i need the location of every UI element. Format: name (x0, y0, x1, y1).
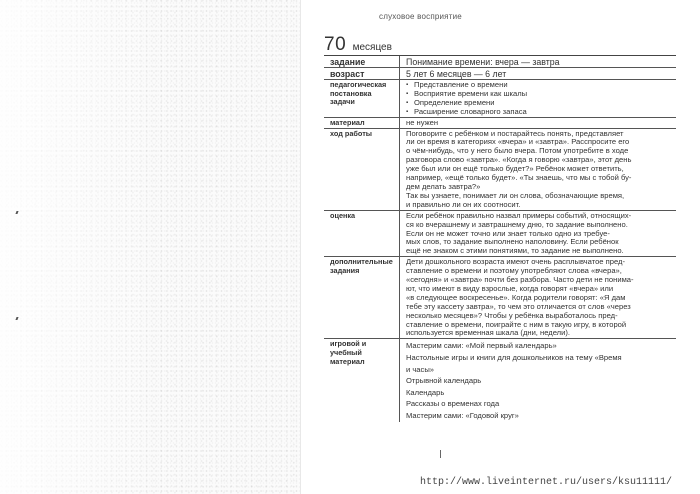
left-blank-page (0, 0, 300, 494)
text-line: Рассказы о временах года (406, 399, 500, 409)
text-line: Дети дошкольного возраста имеют очень расплывчатое пред- (406, 257, 625, 267)
text-line: ставление о времени, поиграйте с ним в такую игру, в которой (406, 319, 627, 329)
row-value (400, 211, 676, 257)
list-item: ▪ Определение времени (406, 99, 676, 108)
title-unit: месяцев (352, 42, 392, 53)
text-line: уже был или он ещё только будет?» Ребёнок может ответить, (406, 164, 624, 174)
row-value (400, 257, 676, 338)
row-label: материал (324, 118, 400, 128)
row-value (400, 80, 676, 117)
row-label: игровой и учебный материал (324, 339, 400, 421)
task-table (324, 56, 676, 422)
row-value (400, 129, 676, 210)
text-line: «в следующее воскресенье». Когда родители говорят: «Я дам (406, 292, 626, 302)
text-line: и часы» (406, 364, 435, 374)
text-line: Поговорите с ребёнком и постарайтесь понять, представляет (406, 128, 624, 138)
row-label: задание (324, 56, 400, 67)
text-line: и правильно ли он их соотносит. (406, 199, 521, 209)
page-mark (440, 450, 441, 458)
row-value: не нужен (406, 117, 439, 127)
text-line: Мастерим сами: «Мой первый календарь» (406, 341, 557, 351)
text-line: ли он время в категориях «вчера» и «завтра». Расспросите его (406, 137, 630, 147)
text-line: ся ко вчерашнему и завтрашнему дню, то задание выполнено. (406, 219, 628, 229)
row-label: оценка (324, 211, 400, 257)
page-shading (0, 0, 300, 494)
text-line: о чём-нибудь, что у него было вчера. Потом употребите в ходе (406, 146, 629, 156)
row-label: ход работы (324, 129, 400, 210)
row-value: Понимание времени: вчера — завтра (406, 57, 560, 67)
text-line: ещё не знаком с этими понятиями, то задание не выполнено. (406, 246, 624, 256)
right-page (300, 0, 700, 494)
source-watermark: http://www.liveinternet.ru/users/ksu11111/ (420, 477, 673, 488)
text-line: Так вы узнаете, понимает ли он слова, обозначающие время, (406, 190, 625, 200)
text-line: Отрывной календарь (406, 376, 482, 386)
table-row (324, 68, 676, 80)
list-item: ▪ Расширение словарного запаса (406, 108, 676, 117)
table-row (324, 257, 676, 339)
text-line: разговора слово «завтра». «Когда я говорю «завтра», этот день (406, 155, 632, 165)
text-line: ют, что имеют в виду взрослые, когда говорят «вчера» или (406, 283, 614, 293)
text-line: например, «ещё только будет». «Ты знаешь, что мы с тобой бу- (406, 173, 632, 183)
text-line: «сегодня» и «завтра» почти без разбора. Часто дети не понима- (406, 275, 634, 285)
text-line: несколько месяцев»? Чтобы у ребёнка выработалось пред- (406, 310, 618, 320)
row-label: возраст (324, 68, 400, 79)
list-item: ▪ Представление о времени (406, 81, 676, 90)
text-line: дем делать завтра?» (406, 181, 481, 191)
page-title (324, 34, 392, 56)
text-line: Если ребёнок правильно назвал примеры событий, относящих- (406, 210, 632, 220)
row-label: педагогическая постановка задачи (324, 80, 400, 117)
text-line: мых слов, то задание выполнено наполовину. Если ребёнок (406, 237, 619, 247)
text-line: ставление о времени и поэтому употребляют слова «вчера», (406, 266, 622, 276)
text-line: Календарь (406, 387, 445, 397)
row-label: дополнительные задания (324, 257, 400, 338)
table-row (324, 129, 676, 211)
running-head: слуховое восприятие (379, 12, 462, 21)
bullet-list (406, 81, 676, 117)
list-item: ▪ Восприятие времени как шкалы (406, 90, 676, 99)
text-line: Если он не может точно или знает только одно из требуе- (406, 228, 610, 238)
table-row (324, 80, 676, 118)
table-row (324, 339, 676, 421)
table-row (324, 211, 676, 258)
row-value: 5 лет 6 месяцев — 6 лет (406, 69, 507, 79)
table-row (324, 118, 676, 129)
text-line: Мастерим сами: «Годовой круг» (406, 410, 519, 420)
text-line: тебе эту кассету завтра», то чем это отличается от слов «через (406, 301, 631, 311)
text-line: используется временная шкала (дни, недели). (406, 328, 570, 338)
table-row (324, 56, 676, 68)
row-value (400, 339, 676, 421)
title-number: 70 (324, 34, 347, 55)
text-line: Настольные игры и книги для дошкольников на тему «Время (406, 352, 622, 362)
